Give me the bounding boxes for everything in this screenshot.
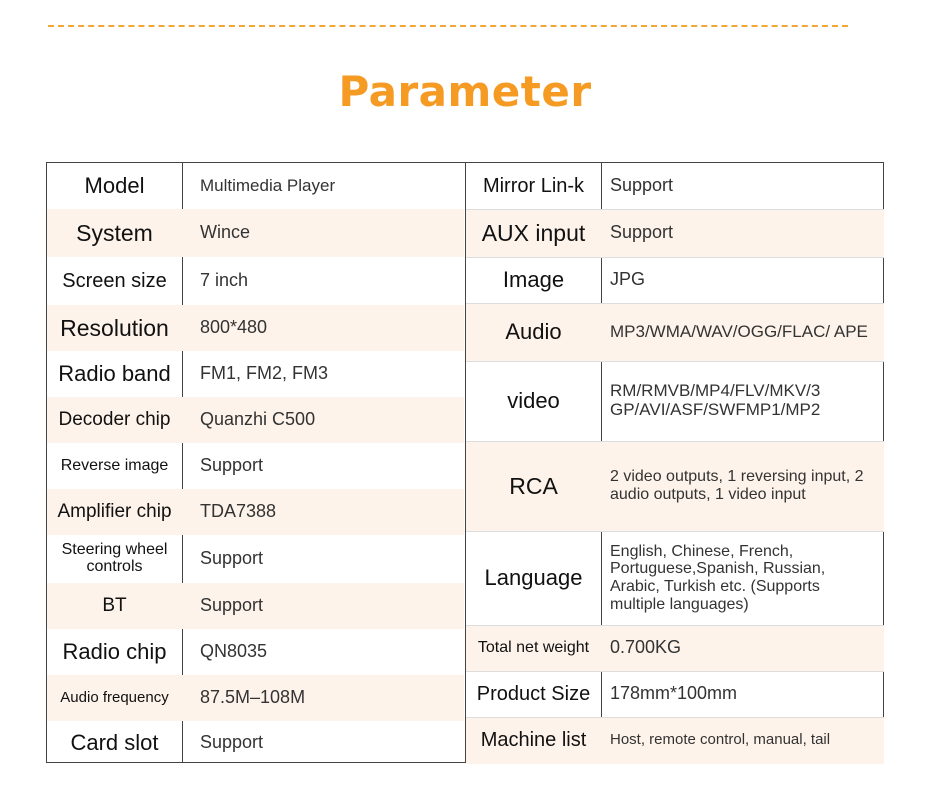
spec-value: FM1, FM2, FM3 xyxy=(200,363,329,384)
top-dashed-divider xyxy=(48,25,848,27)
spec-label: Reverse image xyxy=(60,456,169,474)
spec-value: Support xyxy=(200,548,264,569)
spec-label: Total net weight xyxy=(477,638,590,656)
spec-value: 2 video outputs, 1 reversing input, 2 audio outputs, 1 video input xyxy=(610,468,864,503)
spec-label: Amplifier chip xyxy=(57,501,172,523)
spec-label: Audio xyxy=(505,319,562,345)
spec-value: 0.700KG xyxy=(610,637,682,658)
spec-label: video xyxy=(507,388,560,414)
spec-label: Steering wheel controls xyxy=(61,541,168,575)
spec-value: Wince xyxy=(200,222,251,243)
spec-value: Support xyxy=(610,175,674,196)
spec-value: 87.5M–108M xyxy=(200,687,306,708)
spec-label: BT xyxy=(102,595,127,617)
spec-value: QN8035 xyxy=(200,641,268,662)
spec-value: MP3/WMA/WAV/OGG/FLAC/ APE xyxy=(610,321,868,341)
spec-value: Quanzhi C500 xyxy=(200,409,316,430)
spec-value: 800*480 xyxy=(200,317,268,338)
spec-value: Support xyxy=(610,222,674,243)
page-title: Parameter xyxy=(338,67,592,116)
spec-value: JPG xyxy=(610,269,646,290)
spec-value: Support xyxy=(200,455,264,476)
spec-value: Multimedia Player xyxy=(200,175,336,195)
spec-label: AUX input xyxy=(481,219,586,246)
spec-value: 178mm*100mm xyxy=(610,683,738,704)
spec-label: Card slot xyxy=(70,729,159,755)
spec-label: Decoder chip xyxy=(58,409,171,431)
spec-label: System xyxy=(76,219,153,246)
spec-label: RCA xyxy=(509,472,558,499)
spec-value: RM/RMVB/MP4/FLV/MKV/3 GP/AVI/ASF/SWFMP1/MP2 xyxy=(610,381,821,419)
spec-label: Screen size xyxy=(62,269,167,292)
spec-value: Host, remote control, manual, tail xyxy=(610,731,831,749)
spec-label: Radio band xyxy=(58,361,171,387)
spec-label: Model xyxy=(84,173,145,199)
spec-label: Language xyxy=(484,565,583,591)
spec-value: Support xyxy=(200,595,264,616)
spec-label: Audio frequency xyxy=(60,689,169,707)
spec-label: Mirror Lin-k xyxy=(482,174,585,197)
spec-value: Support xyxy=(200,731,264,752)
spec-label: Product Size xyxy=(476,682,591,705)
spec-label: Image xyxy=(502,267,565,293)
parameter-table xyxy=(46,162,884,763)
spec-label: Resolution xyxy=(60,314,169,341)
spec-value: TDA7388 xyxy=(200,501,277,522)
spec-value: English, Chinese, French, Portuguese,Spanish, Russian, Arabic, Turkish etc. (Supports multiple languages) xyxy=(610,542,826,613)
spec-value: 7 inch xyxy=(200,270,249,291)
spec-label: Radio chip xyxy=(62,639,167,665)
spec-label: Machine list xyxy=(480,729,587,751)
